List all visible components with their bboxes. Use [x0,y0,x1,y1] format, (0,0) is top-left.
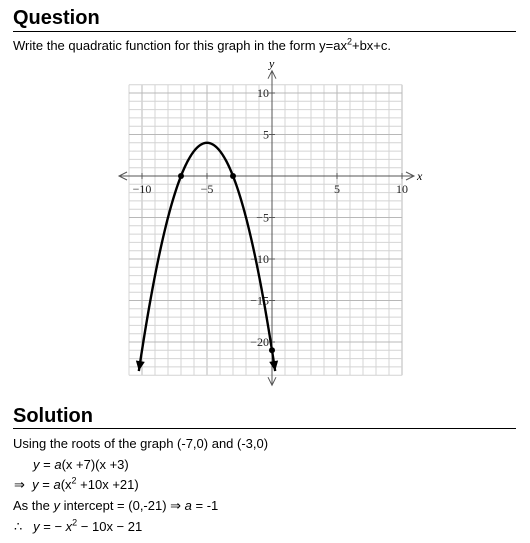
parabola-graph [116,56,428,388]
step4-y: y [33,519,40,534]
question-heading: Question [13,7,100,29]
step4-x: x [65,519,73,534]
solution-step-final [14,519,142,535]
curve-arrowhead [136,360,145,371]
therefore-symbol: ∴ [14,519,23,534]
solution-step-factored [33,457,129,473]
x-tick-label: 5 [334,182,340,196]
solution-line-roots: Using the roots of the graph (-7,0) and (-3,0) [13,436,269,451]
y-tick-label: −20 [250,335,269,349]
step2-equals: = [38,477,54,492]
y-tick-label: −10 [250,252,269,266]
step2-y: y [32,477,39,492]
intercept-pre: As the [13,498,54,513]
question-prompt [13,38,391,54]
step2-open: (x [60,477,72,492]
y-tick-label: −5 [256,210,269,225]
intercept-post: = -1 [191,498,219,513]
intercept-mid: intercept = (0,-21) ⇒ [59,498,185,513]
step2-close: +10x +21) [76,477,139,492]
solution-step-expanded [14,477,139,493]
x-tick-label: −10 [132,182,152,196]
y-tick-label: 5 [263,127,269,142]
x-axis-label: x [417,169,423,183]
step4-equals: = − [39,519,66,534]
solution-divider [13,428,516,429]
y-tick-label: 10 [257,86,269,100]
intercept-a: a [184,498,192,513]
solution-heading: Solution [13,405,93,427]
graph-point [230,173,236,179]
question-divider [13,31,516,32]
solution-line-intercept [13,498,218,514]
y-tick-label: −15 [250,293,269,308]
prompt-main: Write the quadratic function for this graph in the form y=ax [13,38,347,53]
step4-exponent: 2 [72,517,78,528]
curve-arrowhead [269,360,278,371]
prompt-tail: +bx+c. [351,38,392,53]
prompt-exponent: 2 [346,36,352,47]
graph-point [269,347,275,353]
step1-y: y [33,457,40,472]
step1-a: a [54,457,62,472]
intercept-y: y [53,498,60,513]
step2-exponent: 2 [71,475,77,486]
step2-a: a [53,477,61,492]
x-tick-label: −5 [200,182,214,196]
step4-rest: − 10x − 21 [77,519,143,534]
y-axis-label: y [269,56,275,71]
implies-symbol: ⇒ [14,477,25,492]
step1-equals: = [39,457,55,472]
graph-point [178,173,184,179]
step1-factors: (x +7)(x +3) [61,457,129,472]
x-tick-label: 10 [396,182,408,196]
